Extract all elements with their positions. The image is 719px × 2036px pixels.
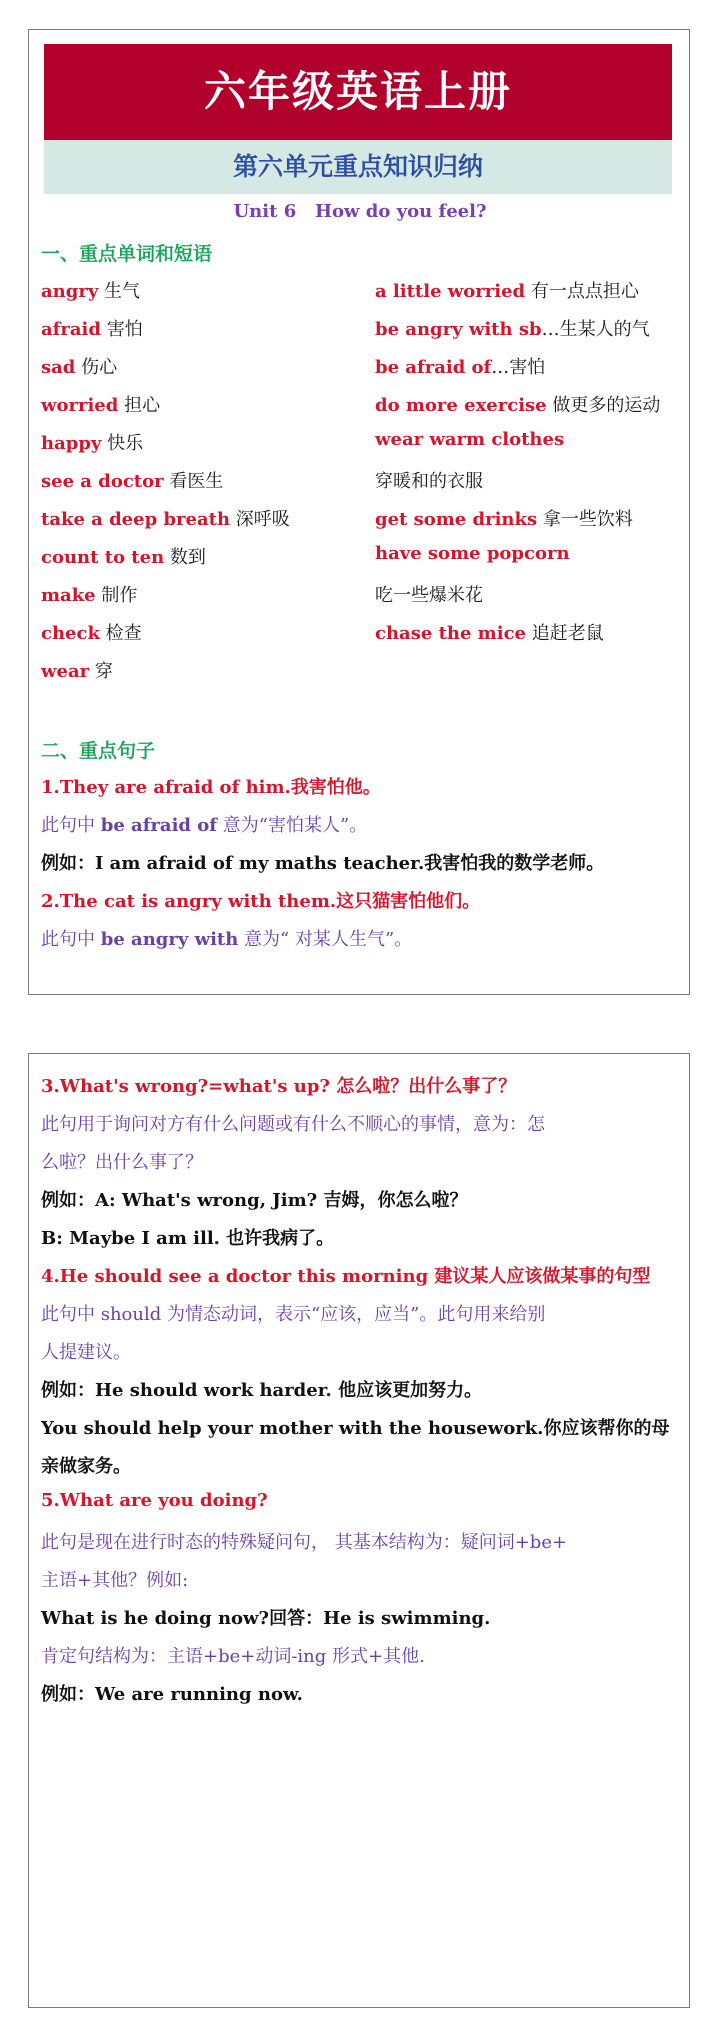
sentence-4-note: 此句中 should 为情态动词，表示“应该，应当”。此句用来给别 bbox=[41, 1304, 546, 1325]
vocab-item: 穿暖和的衣服 bbox=[375, 471, 483, 492]
sentence-1-example: 例如：I am afraid of my maths teacher.我害怕我的数学老师。 bbox=[41, 853, 605, 874]
vocab-item: afraid 害怕 bbox=[41, 319, 143, 340]
page-one bbox=[28, 29, 690, 995]
page-subtitle: 第六单元重点知识归纳 bbox=[44, 140, 672, 194]
vocab-item: wear warm clothes bbox=[375, 429, 565, 450]
sentence-5-note: 主语+其他？例如: bbox=[41, 1570, 189, 1591]
vocab-item: happy 快乐 bbox=[41, 433, 144, 454]
sentence-2-note: 此句中 be angry with 意为“ 对某人生气”。 bbox=[41, 929, 413, 950]
sentence-4-example: 例如：He should work harder. 他应该更加努力。 bbox=[41, 1380, 483, 1401]
page-title: 六年级英语上册 bbox=[44, 44, 672, 140]
vocab-item: angry 生气 bbox=[41, 281, 141, 302]
vocab-item: take a deep breath 深呼吸 bbox=[41, 509, 290, 530]
vocab-item: a little worried 有一点点担心 bbox=[375, 281, 639, 302]
sentence-3-note: 此句用于询问对方有什么问题或有什么不顺心的事情，意为：怎 bbox=[41, 1114, 545, 1135]
sentence-5-example: What is he doing now?回答：He is swimming. bbox=[41, 1608, 491, 1629]
sentence-1-note: 此句中 be afraid of 意为“害怕某人”。 bbox=[41, 815, 368, 836]
vocab-item: 吃一些爆米花 bbox=[375, 585, 483, 606]
sentence-5-note: 此句是现在进行时态的特殊疑问句， 其基本结构为：疑问词+be+ bbox=[41, 1532, 568, 1553]
sentence-5-example: 例如：We are running now. bbox=[41, 1684, 303, 1705]
vocab-item: worried 担心 bbox=[41, 395, 161, 416]
sentence-5: 5.What are you doing? bbox=[41, 1490, 268, 1511]
vocab-item: have some popcorn bbox=[375, 543, 570, 564]
unit-heading: Unit 6 How do you feel? bbox=[233, 201, 487, 222]
sentence-3: 3.What's wrong?=what's up? 怎么啦？出什么事了？ bbox=[41, 1076, 517, 1097]
section-heading-sentences: 二、重点句子 bbox=[41, 740, 156, 762]
sentence-1: 1.They are afraid of him.我害怕他。 bbox=[41, 777, 381, 798]
vocab-item: sad 伤心 bbox=[41, 357, 118, 378]
vocab-item: do more exercise 做更多的运动 bbox=[375, 395, 661, 416]
sentence-3-note: 么啦？出什么事了？ bbox=[41, 1152, 203, 1173]
vocab-item: count to ten 数到 bbox=[41, 547, 206, 568]
vocab-item: chase the mice 追赶老鼠 bbox=[375, 623, 604, 644]
vocab-item: be angry with sb…生某人的气 bbox=[375, 319, 650, 340]
sentence-4-example: 亲做家务。 bbox=[41, 1456, 131, 1477]
sentence-3-example: B: Maybe I am ill. 也许我病了。 bbox=[41, 1228, 335, 1249]
sentence-4-example: You should help your mother with the housework.你应该帮你的母 bbox=[41, 1418, 670, 1439]
vocab-item: be afraid of…害怕 bbox=[375, 357, 546, 378]
vocab-item: wear 穿 bbox=[41, 661, 113, 682]
sentence-2: 2.The cat is angry with them.这只猫害怕他们。 bbox=[41, 891, 481, 912]
sentence-5-note: 肯定句结构为：主语+be+动词-ing 形式+其他. bbox=[41, 1646, 425, 1667]
sentence-3-example: 例如：A: What's wrong, Jim? 吉姆，你怎么啦？ bbox=[41, 1190, 468, 1211]
sentence-4-note: 人提建议。 bbox=[41, 1342, 131, 1363]
section-heading-vocab: 一、重点单词和短语 bbox=[41, 243, 213, 265]
sentence-4: 4.He should see a doctor this morning 建议某人应该做某事的句型 bbox=[41, 1266, 651, 1287]
vocab-item: see a doctor 看医生 bbox=[41, 471, 224, 492]
page-two bbox=[28, 1053, 690, 2008]
vocab-item: get some drinks 拿一些饮料 bbox=[375, 509, 633, 530]
vocab-item: check 检查 bbox=[41, 623, 142, 644]
vocab-item: make 制作 bbox=[41, 585, 138, 606]
